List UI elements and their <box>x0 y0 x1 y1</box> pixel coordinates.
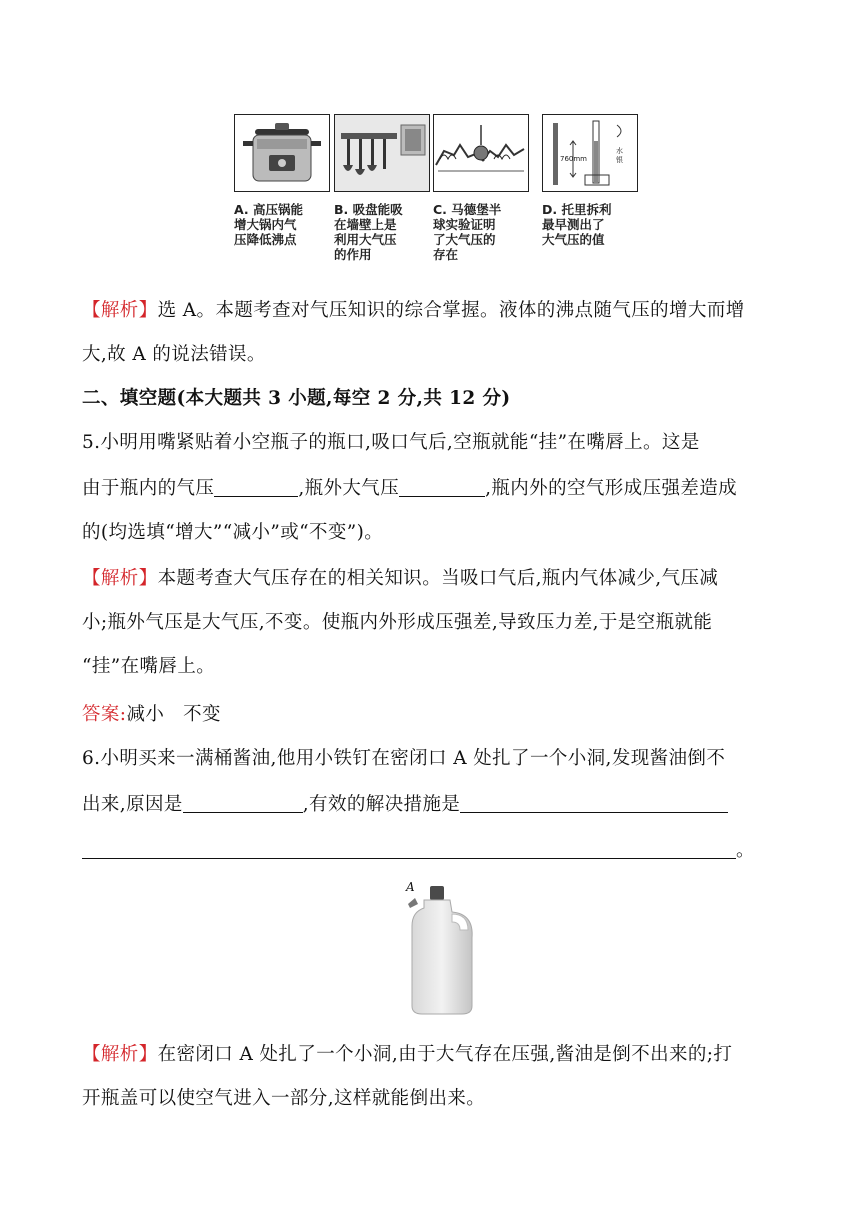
figure-caption-c: C. 马德堡半 球实验证明 了大气压的 存在 <box>433 202 502 262</box>
analysis-tag: 【解析】 <box>82 300 158 321</box>
q4-analysis-line1: 【解析】选 A。本题考查对气压知识的综合掌握。液体的沸点随气压的增大而增 <box>82 300 745 321</box>
pressure-cooker-image <box>234 114 330 192</box>
figure-panel-c <box>433 114 529 262</box>
q5-line1: 5.小明用嘴紧贴着小空瓶子的瓶口,吸口气后,空瓶就能“挂”在嘴唇上。这是 <box>82 432 700 453</box>
q6-analysis-line1: 【解析】在密闭口 A 处扎了一个小洞,由于大气存在压强,酱油是倒不出来的;打 <box>82 1044 733 1065</box>
analysis-tag: 【解析】 <box>82 568 158 589</box>
q6-line1: 6.小明买来一满桶酱油,他用小铁钉在密闭口 A 处扎了一个小洞,发现酱油倒不 <box>82 748 726 769</box>
q6-analysis-line2: 开瓶盖可以使空气进入一部分,这样就能倒出来。 <box>82 1088 486 1109</box>
soy-sauce-jug-figure <box>404 878 478 1018</box>
jug-label-a: A <box>406 880 415 894</box>
section-title: 二、填空题(本大题共 3 小题,每空 2 分,共 12 分) <box>82 388 511 409</box>
torricelli-760mm-label: 760mm <box>560 155 587 163</box>
answer-tag: 答案: <box>82 704 127 725</box>
q5-line2: 由于瓶内的气压 ,瓶外大气压 ,瓶内外的空气形成压强差造成 <box>82 478 738 499</box>
figure-caption-a: A. 高压锅能 增大锅内气 压降低沸点 <box>234 202 304 247</box>
jug-icon <box>404 878 478 1018</box>
q5-blank-2[interactable] <box>399 478 485 498</box>
q5-answer: 答案:减小 不变 <box>82 704 221 725</box>
q6-blank-1[interactable] <box>183 794 303 814</box>
q5-analysis-line3: “挂”在嘴唇上。 <box>82 656 216 677</box>
figure-panel-d <box>542 114 638 247</box>
q5-blank-1[interactable] <box>214 478 298 498</box>
figure-panel-a <box>234 114 330 247</box>
figure-caption-b: B. 吸盘能吸 在墙壁上是 利用大气压 的作用 <box>334 202 403 262</box>
magdeburg-hemispheres-image <box>433 114 529 192</box>
analysis-tag: 【解析】 <box>82 1044 158 1065</box>
q6-blank-2[interactable] <box>460 794 728 814</box>
q6-blank-2-continued[interactable] <box>82 840 736 860</box>
q5-analysis-line1: 【解析】本题考查大气压存在的相关知识。当吸口气后,瓶内气体减少,气压减 <box>82 568 719 589</box>
q5-line3: 的(均选填“增大”“减小”或“不变”)。 <box>82 522 384 543</box>
torricelli-tube-image <box>542 114 638 192</box>
figure-row <box>234 114 634 274</box>
figure-caption-d: D. 托里拆利 最早测出了 大气压的值 <box>542 202 612 247</box>
q4-analysis-line2: 大,故 A 的说法错误。 <box>82 344 266 365</box>
q5-analysis-line2: 小;瓶外气压是大气压,不变。使瓶内外形成压强差,导致压力差,于是空瓶就能 <box>82 612 713 633</box>
figure-panel-b <box>334 114 430 262</box>
suction-hooks-image <box>334 114 430 192</box>
q6-line2: 出来,原因是 ,有效的解决措施是 <box>82 790 728 816</box>
q6-line3: 。 <box>82 836 755 862</box>
torricelli-mercury-label-1: 水 <box>616 147 623 155</box>
torricelli-mercury-label-2: 银 <box>616 156 623 164</box>
